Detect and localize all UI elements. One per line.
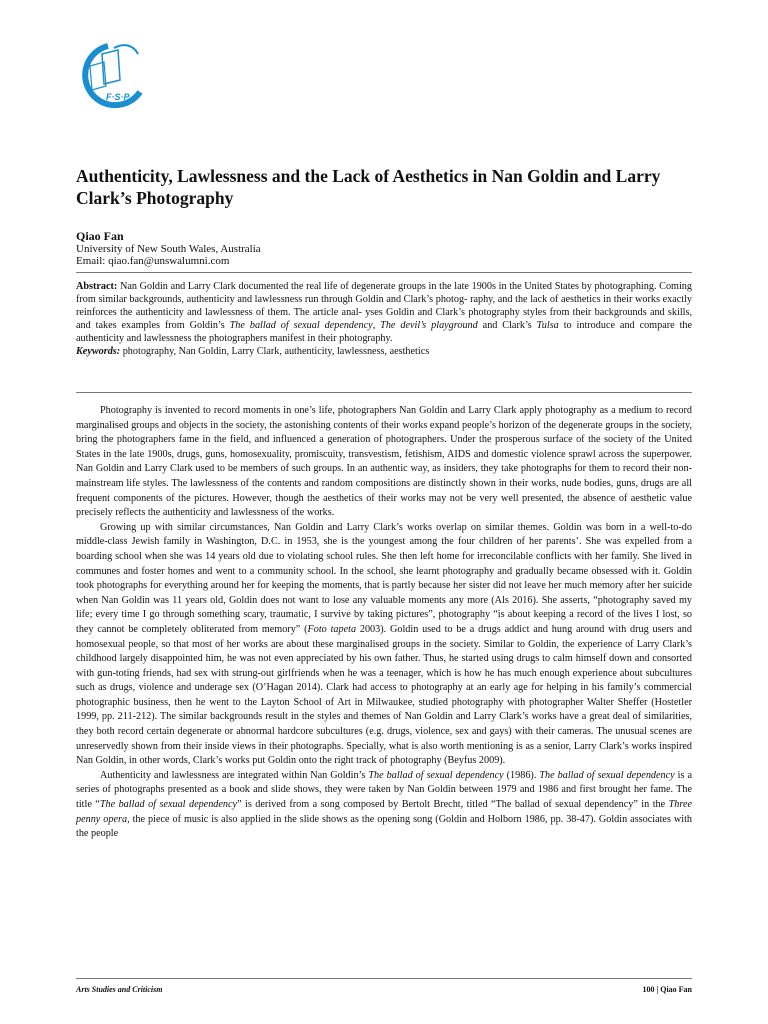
abstract-text-end: to introduce and compare the authenticity and lawlessness the photographers manifest in their photography. [76,320,693,344]
abstract-italic-ballad: The ballad of sexual dependency [229,320,373,331]
author-name: Qiao Fan [76,229,124,243]
logo-text: F·S·P [106,92,130,102]
author-block [76,230,696,267]
paragraph-3-text-c: is a series of photographs presented as a book and slide shows, they were taken by Nan Goldin between 1979 and 1986 and first brought her fame. The title “ [76,769,692,811]
paragraph-3-italic-3: The ballad of sexual dependency [99,799,238,811]
abstract-label: Abstract: [76,281,118,292]
paragraph-3-italic-2: The ballad of sexual dependency [539,769,675,781]
body-text [76,404,692,842]
footer-journal: Arts Studies and Criticism [76,985,163,994]
keywords-label: Keywords: [76,346,121,357]
paragraph-3-italic-1: The ballad of sexual dependency [368,769,504,781]
paragraph-3-text-a: Authenticity and lawlessness are integrated within Nan Goldin’s [100,769,369,781]
paragraph-3-text-e: , the piece of music is also applied in the slide shows as the opening song (Goldin and Holborn 1986, pp. 38-47). Goldin associates with the people [76,813,692,840]
paper-title: Authenticity, Lawlessness and the Lack of Aesthetics in Nan Goldin and Larry Clark’s Photography [76,166,661,208]
paragraph-2-italic: Foto tapeta [307,623,357,635]
fsp-logo-icon [70,40,160,110]
paragraph-2-text: Growing up with similar circumstances, Nan Goldin and Larry Clark’s works overlap on similar themes. Goldin was born in a well-to-do middle-class Jewish family in Washington, D.C. in 1953, she is the youngest among the four children of her parents’. She was expelled from a boarding school when she was 14 years old due to violating school rules. She then left home for irreconcilable conflicts with her family. She lived in communes and foster homes and went to a community school. In the school, she learnt photography and gradually became obsessed with it. Goldin took photographs for everything around her for keeping the moments, that is partly because her sister did not leave her much memory after her suicide when Nan Goldin was 11 years old, Goldin does not want to lose any valuable moments any more (Als 2016). She asserts, “photography saved my life; every time I go through something scary, traumatic, I survive by taking pictures”, photography “is about keeping a record of the lives I lost, so they cannot be completely obliterated from memory” ( [76,521,692,635]
abstract-italic-devil: The devil’s playground [380,320,478,331]
divider-bottom [76,392,692,393]
paragraph-2 [76,521,692,769]
paragraph-2-text-end: 2003). Goldin used to be a drugs addict and hung around with drug users and homosexual people, so that most of her works are about these marginalised groups in the society. Similar to Goldin, the experience of Larry Clark’s childhood largely disappointed him, he was not even appreciated by his own father. Thus, he started using drugs to calm himself down and consorted with gun-toting friends, had sex with strung-out girlfriends when he was a teenager, which is how he has much enough experience about subcultures such as drugs, violence and underage sex (O’Hagan 2014). Clark had access to photography at an early age for helping in his family’s commercial photographic business, then he went to the Layton School of Art in Milwaukee, studied photography with photographer Walter Sheffer (Hostetler 1999, pp. 211-212). The similar backgrounds result in the styles and themes of Nan Goldin and Larry Clark’s works have a great deal of similarities, they both record certain degenerate or abnormal hardcore subcultures (e.g. drugs, violence, sex and gays) with their cameras. The unusual scenes are unreservedly shown from their inside views in their photographs. Specially, what is also worth mentioning is as a senior, Larry Clark’s works inspired Nan Goldin, in other words, Clark’s works put Goldin onto the right track of photography (Beyfus 2009). [76,623,692,767]
abstract-text-sep: , [372,320,381,331]
abstract [76,280,692,358]
author-affiliation: University of New South Wales, Australia [76,243,261,255]
paragraph-3-text-b: (1986). [503,769,540,781]
keywords [76,345,692,358]
paragraph-1: Photography is invented to record moments in one’s life, photographers Nan Goldin and Larry Clark apply photography as a medium to record marginalised groups and objects in the society, the astonishing contents of their works expand people’s horizon of the degenerate groups in the society, bring the photographers fame in the field, and influenced a generation of photographers. Under the prosperous surface of the society of the United States in the late 1900s, drugs, guns, homosexuality, promiscuity, transvestism, fetishism, AIDS and domestic violence sprawl across the superpower. Nan Goldin and Larry Clark used to be members of such groups. In an authentic way, as insiders, they take photographs for them to record their non-mainstream life styles. The lawlessness of the contents and random compositions are distinctly shown in their works, nude bodies, guns, drugs are all frequent components of the pictures. However, though the aesthetics of their works may not be very well presented, the absence of aesthetic value precisely reflects the authenticity and lawlessness of the works. [76,405,692,519]
footer-page: 100 | Qiao Fan [642,985,692,994]
paragraph-3 [76,769,692,842]
paragraph-3-italic-4: Three penny opera [76,799,692,825]
abstract-text: Nan Goldin and Larry Clark documented the real life of degenerate groups in the late 1900s in the United States by photographing. Coming from similar backgrounds, authenticity and lawlessness run through Goldin and Clark’s photog- raphy, and the lack of aesthetics in their works exactly reinforces the authenticity and lawlessness of them. The article anal- yses Goldin and Clark’s photography styles from their backgrounds and skills, and takes examples from Goldin’s [76,281,692,331]
publisher-logo [70,40,160,110]
abstract-italic-tulsa: Tulsa [536,320,559,331]
paragraph-3-text-d: ” is derived from a song composed by Bertolt Brecht, titled “The ballad of sexual dependency” in the [237,799,669,811]
abstract-text-mid: and Clark’s [477,320,537,331]
author-email: Email: qiao.fan@unswalumni.com [76,255,230,267]
divider-top [76,272,692,273]
keywords-text: photography, Nan Goldin, Larry Clark, authenticity, lawlessness, aesthetics [120,346,430,357]
footer-rule [76,978,692,979]
